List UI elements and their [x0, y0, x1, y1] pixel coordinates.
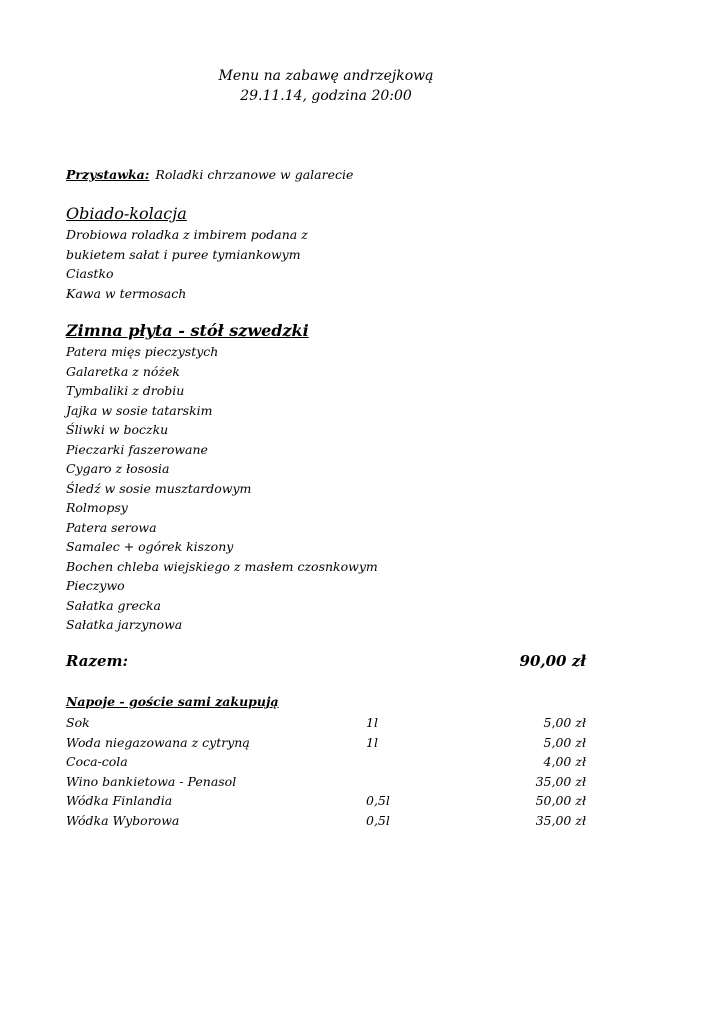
list-item: Drobiowa roladka z imbirem podana z [66, 227, 308, 242]
list-item: Kawa w termosach [66, 285, 187, 301]
list-item: Pieczywo [66, 578, 125, 593]
drink-qty: 1l [366, 715, 378, 730]
list-item: Śliwki w boczku [66, 422, 169, 437]
drink-name: Woda niegazowana z cytryną [66, 734, 250, 750]
list-item: Patera serowa [66, 519, 157, 535]
drink-row [66, 752, 586, 772]
list-item: Bochen chleba wiejskiego z masłem czosnkowym [66, 558, 378, 574]
drink-row [66, 772, 586, 792]
list-item: Śledź w sosie musztardowym [66, 480, 252, 496]
drink-price: 50,00 zł [535, 793, 586, 808]
list-item: Rolmopsy [66, 500, 128, 515]
list-item: Tymbaliki z drobiu [66, 383, 185, 398]
drink-name: Wino bankietowa - Penasol [66, 773, 237, 789]
drink-qty: 0,5l [366, 812, 390, 828]
dinner-section [66, 203, 626, 303]
drink-price: 5,00 zł [543, 734, 586, 750]
list-item: bukietem sałat i puree tymiankowym [66, 246, 301, 262]
header [0, 66, 652, 106]
starter-label: Przystawka: [66, 167, 150, 182]
list-item: Jajka w sosie tatarskim [66, 402, 213, 418]
starter-line [66, 166, 353, 184]
drink-qty: 1l [366, 734, 378, 750]
cold-buffet-section [66, 320, 626, 635]
list-item: Pieczarki faszerowane [66, 441, 208, 457]
drink-name: Coca-cola [66, 754, 128, 769]
page-title: Menu na zabawę andrzejkową [218, 68, 434, 84]
list-item: Sałatka grecka [66, 597, 161, 613]
drinks-title: Napoje - goście sami zakupują [66, 694, 279, 709]
list-item: Sałatka jarzynowa [66, 617, 183, 632]
drink-name: Wódka Wyborowa [66, 812, 180, 828]
cold-buffet-list [66, 342, 626, 635]
starter-text: Roladki chrzanowe w galarecie [155, 167, 354, 182]
drink-row [66, 733, 586, 753]
page-subtitle: 29.11.14, godzina 20:00 [240, 88, 412, 104]
total-label: Razem: [66, 652, 128, 670]
drink-price: 4,00 zł [543, 754, 586, 769]
list-item: Patera mięs pieczystych [66, 344, 219, 359]
drink-row [66, 713, 586, 733]
total-value: 90,00 zł [519, 652, 586, 670]
cold-buffet-title: Zimna płyta - stół szwedzki [66, 321, 309, 340]
list-item: Samalec + ogórek kiszony [66, 539, 234, 554]
drink-row [66, 791, 586, 811]
drinks-section [66, 693, 586, 830]
list-item: Ciastko [66, 266, 114, 281]
list-item: Galaretka z nóżek [66, 363, 180, 379]
drink-price: 35,00 zł [535, 773, 586, 789]
list-item: Cygaro z łososia [66, 461, 170, 476]
dinner-list [66, 225, 626, 303]
dinner-title: Obiado-kolacja [66, 204, 187, 223]
drink-price: 5,00 zł [543, 715, 586, 730]
drink-qty: 0,5l [366, 793, 390, 808]
drink-price: 35,00 zł [535, 812, 586, 828]
drink-name: Wódka Finlandia [66, 793, 173, 808]
drink-row [66, 811, 586, 831]
drink-name: Sok [66, 715, 90, 730]
total-line [66, 652, 586, 674]
